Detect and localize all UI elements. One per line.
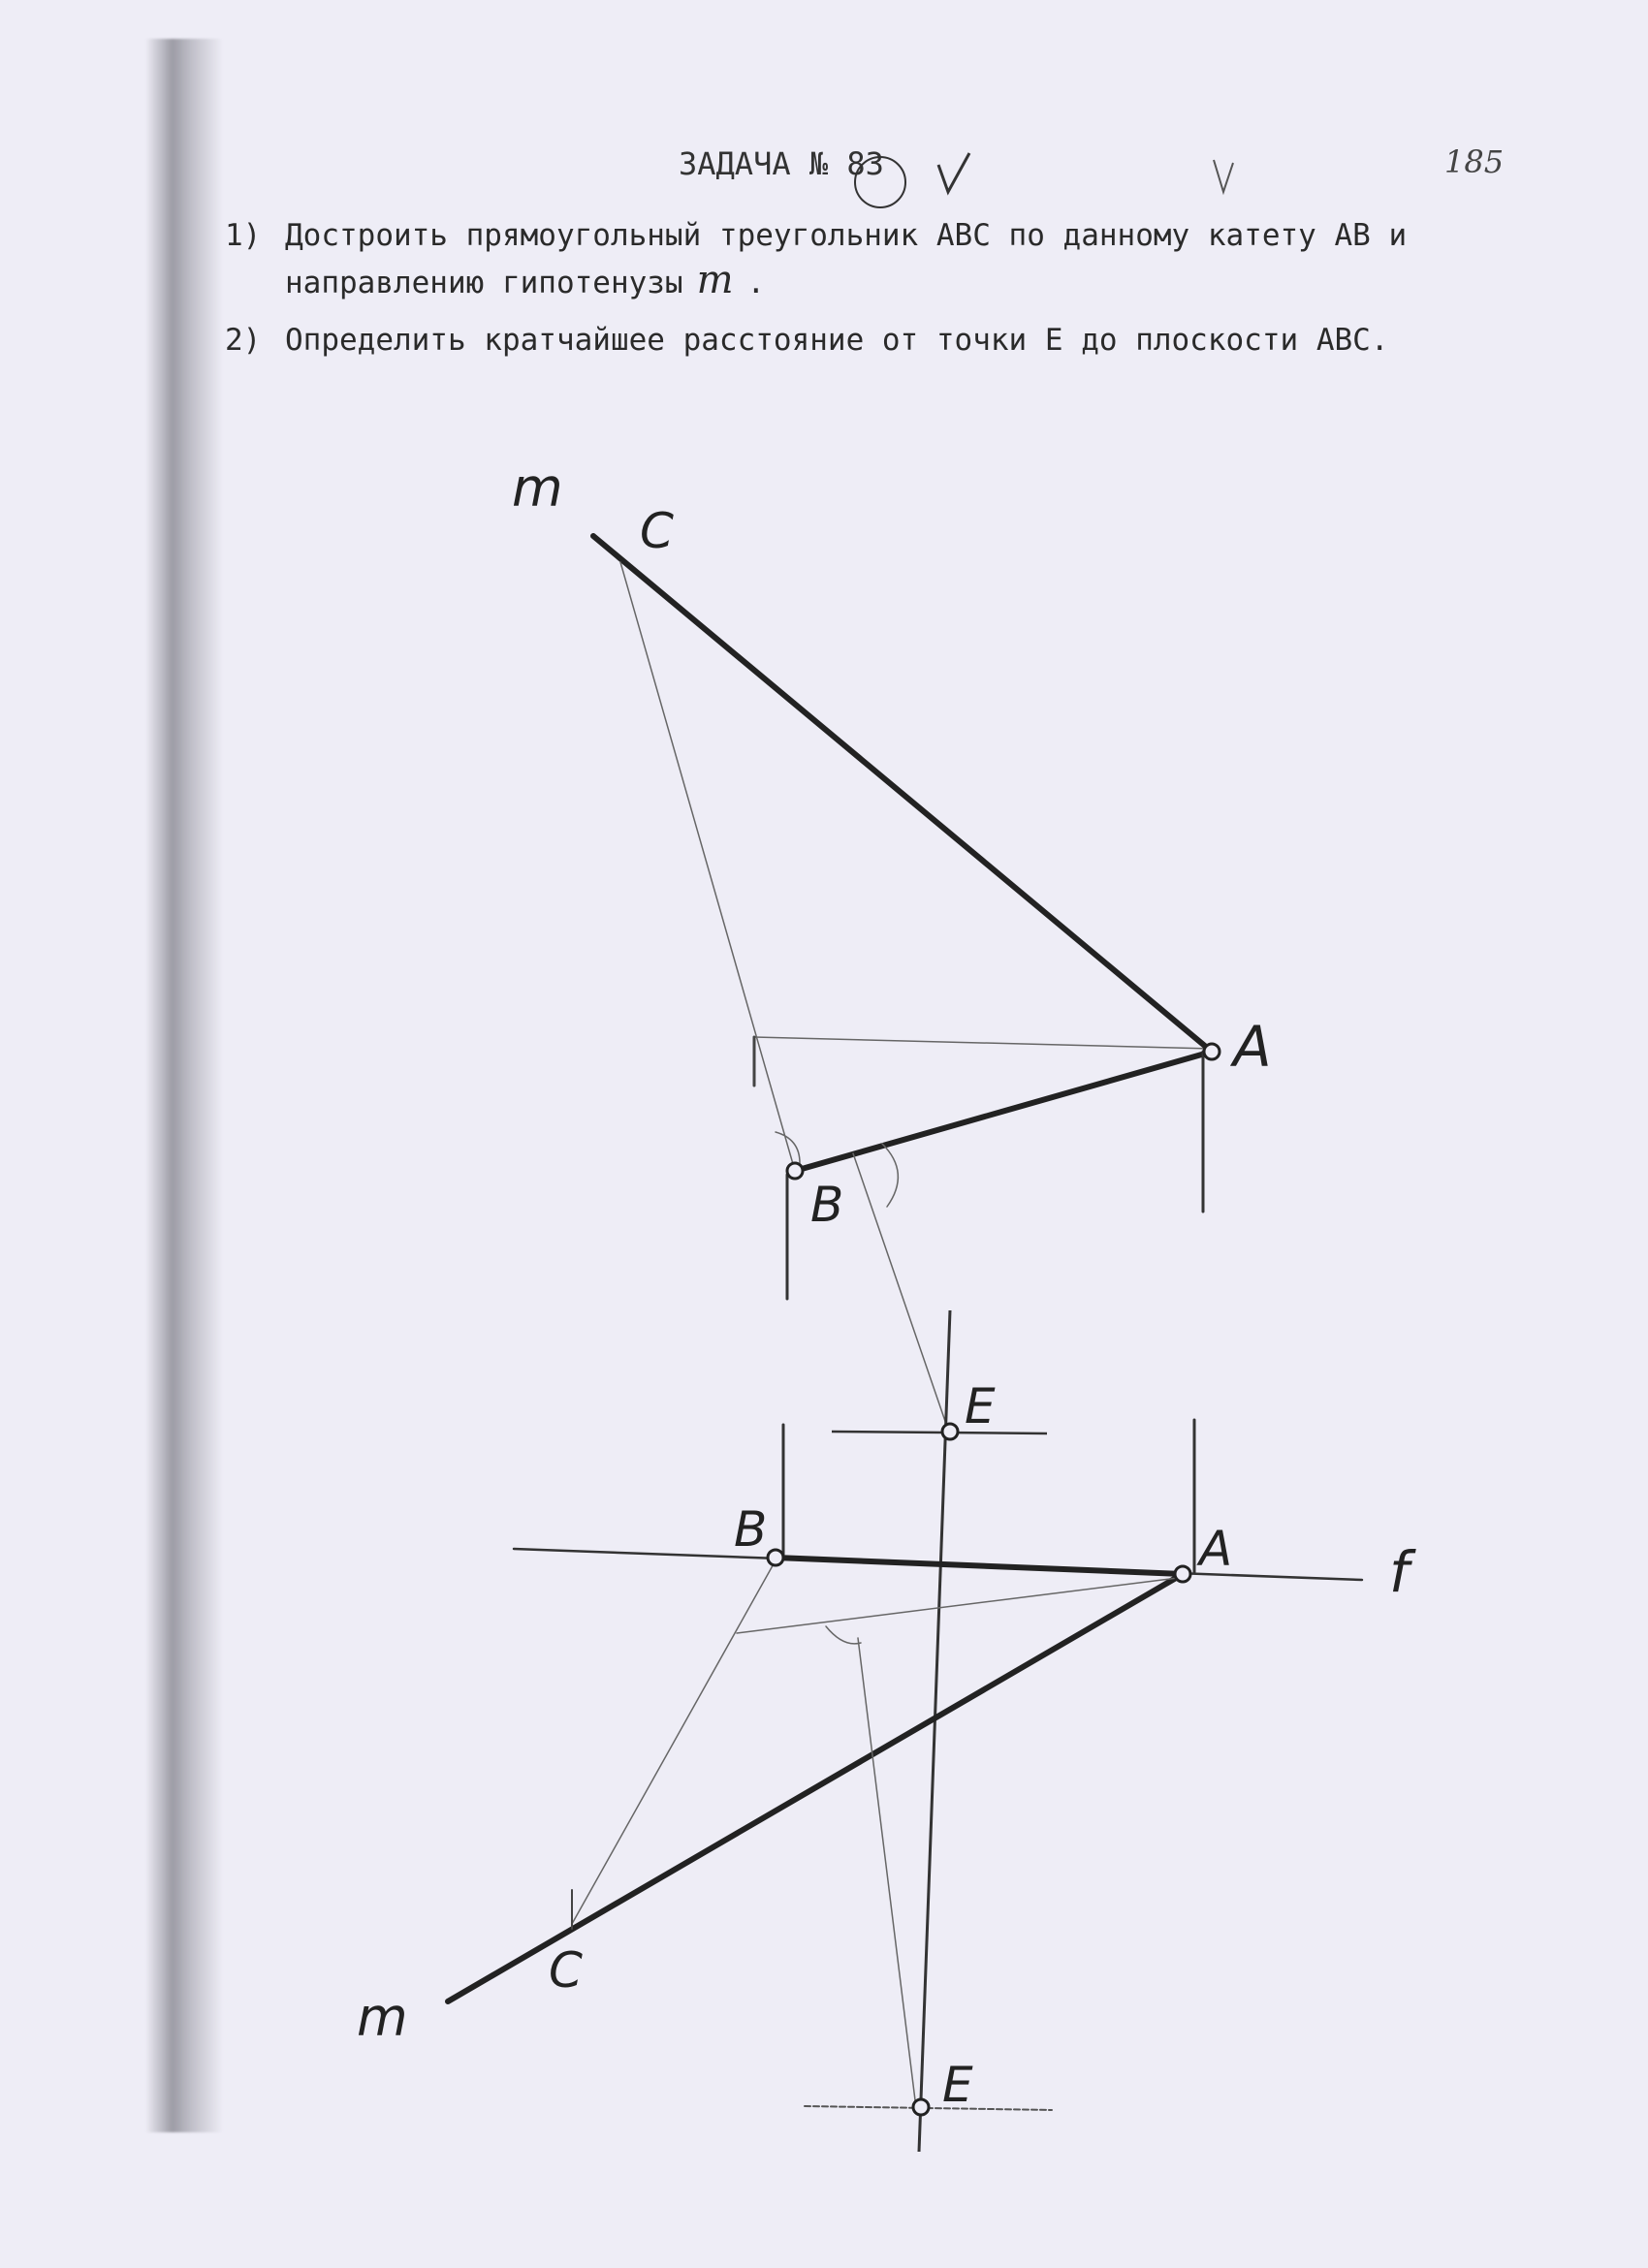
task-1-line2-end: . bbox=[746, 266, 766, 300]
task-1-line2: направлению гипотенузы bbox=[285, 266, 683, 300]
lower-point-b bbox=[768, 1550, 783, 1565]
lower-label-m: m bbox=[357, 1987, 408, 2048]
task-1-line1: Достроить прямоугольный треугольник ABC по данному катету AB и bbox=[285, 218, 1408, 253]
horizontal-e-upper bbox=[832, 1432, 1047, 1433]
upper-right-angle-arc-e bbox=[882, 1144, 898, 1207]
lower-point-a bbox=[1175, 1566, 1190, 1582]
lower-thin-to-e bbox=[858, 1638, 916, 2108]
lower-thin-horizontal bbox=[737, 1578, 1178, 1633]
upper-segment-ab bbox=[795, 1052, 1212, 1171]
check-mark-1 bbox=[938, 153, 969, 192]
upper-label-e: E bbox=[965, 1378, 996, 1434]
upper-label-b: B bbox=[810, 1177, 844, 1233]
upper-label-a: A bbox=[1233, 1014, 1272, 1080]
lower-line-m bbox=[448, 1574, 1183, 2001]
upper-thin-to-e bbox=[853, 1153, 948, 1430]
lower-label-e: E bbox=[942, 2057, 973, 2113]
lower-label-a: A bbox=[1199, 1521, 1233, 1577]
lower-label-c: C bbox=[549, 1942, 583, 1999]
task-number-circle bbox=[855, 157, 905, 207]
task-2-text: Определить кратчайшее расстояние от точки E до плоскости ABC. bbox=[285, 323, 1389, 358]
upper-label-c: C bbox=[640, 503, 674, 559]
upper-projection bbox=[593, 536, 1220, 1430]
lower-label-b: B bbox=[734, 1501, 768, 1558]
upper-thin-bc bbox=[620, 562, 795, 1171]
upper-label-m: m bbox=[512, 457, 563, 519]
task-1-number: 1) bbox=[225, 218, 262, 253]
task-title: ЗАДАЧА № 83 bbox=[679, 145, 884, 182]
task-2-number: 2) bbox=[225, 323, 262, 358]
upper-point-a bbox=[1204, 1044, 1220, 1059]
page-number: 185 bbox=[1444, 143, 1505, 180]
upper-horizontal bbox=[754, 1037, 1212, 1049]
upper-point-e bbox=[942, 1424, 958, 1439]
lower-label-f: f bbox=[1389, 1539, 1410, 1605]
upper-line-m bbox=[593, 536, 1212, 1052]
check-mark-2 bbox=[1214, 160, 1233, 192]
upper-point-b bbox=[787, 1163, 803, 1179]
task-1-symbol-m: m bbox=[696, 258, 734, 302]
lower-right-angle-arc bbox=[826, 1626, 861, 1644]
lower-segment-ab bbox=[776, 1558, 1183, 1574]
lower-point-e bbox=[913, 2099, 929, 2115]
